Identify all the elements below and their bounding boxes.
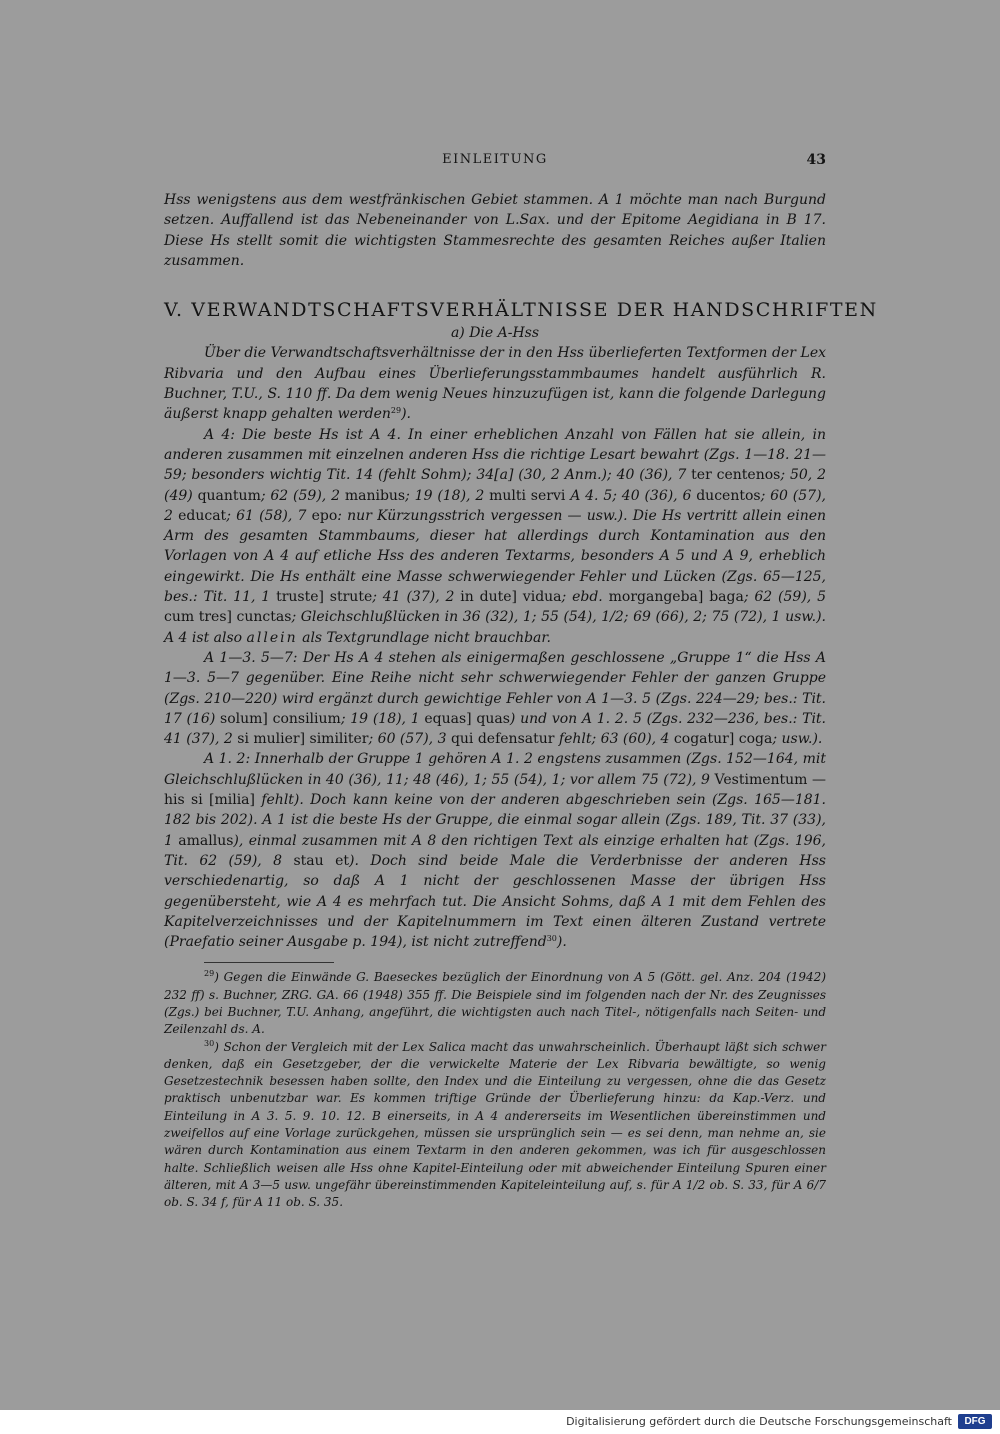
text-run: ). — [556, 934, 567, 951]
funding-credit: Digitalisierung gefördert durch die Deutsche Forschungsgemeinschaft — [566, 1415, 952, 1428]
footnote-30 — [164, 1039, 826, 1212]
latin-reading: in dute] vidua — [460, 589, 562, 606]
latin-reading: truste] strute — [276, 589, 373, 606]
footnote-number: 30 — [204, 1038, 215, 1048]
text-run: ; 19 (18), 1 — [340, 710, 425, 727]
text-run: ; 60 (57), 3 — [368, 731, 451, 748]
latin-reading: equas] quas — [424, 710, 510, 727]
text-run: ). Doch sind beide Male die Verderbnisse der anderen Hss verschiedenartig, so daß A 1 nicht der geschlossenen Masse der übrigen Hss gegenübersteht, wie A 4 es mehrfach tut. Die Ansicht Sohms, daß A 1 mit dem Fehlen des Kapitelverzeichnisses und der Kapitelnummern im Text einen älteren Zustand vertrete (Praefatio seiner Ausgabe p. 194), ist nicht zutreffend — [164, 852, 826, 951]
text-run: ; usw.). — [772, 731, 823, 748]
paragraph-text: Über die Verwandtschaftsverhältnisse der in den Hss überlieferten Textformen der Lex Ribvaria und den Aufbau eines Überlieferungsstammbaumes handelt ausführlich R. Buchner, T.U., S. 110 ff. Da dem wenig Neues hinzuzufügen ist, kann die folgende Darlegung äußerst knapp gehalten werden — [164, 345, 826, 423]
paragraph-group-1 — [164, 648, 826, 749]
latin-reading: cum tres] cunctas — [164, 609, 292, 626]
intro-paragraph: Hss wenigstens aus dem westfränkischen Gebiet stammen. A 1 möchte man nach Burgund setzen. Auffallend ist das Nebeneinander von L.Sax. und der Epitome Aegidiana in B 17. Diese Hs stellt somit die wichtigsten Stammesrechte des gesamten Reiches außer Italien zusammen. — [164, 192, 826, 269]
main-text — [164, 190, 878, 1212]
latin-reading: educat — [178, 507, 227, 524]
footnote-ref-29[interactable]: 29 — [390, 406, 402, 416]
latin-reading: qui defensatur — [450, 731, 555, 748]
text-run: ; 19 (18), 2 — [405, 487, 490, 504]
footnote-text: ) Gegen die Einwände G. Baeseckes bezüglich der Einordnung von A 5 (Gött. gel. Anz. 204 (1942) 232 ff) s. Buchner, ZRG. GA. 66 (1948) 355 ff. Die Beispiele sind im folgenden nach der Nr. des Zeugnisses (Zgs.) bei Buchner, T.U. Anhang, angeführt, die wichtigsten auch nach Titel-, nötigenfalls nach Seiten- und Zeilenzahl ds. A. — [164, 970, 826, 1037]
paragraph-text-end: ). — [401, 406, 411, 423]
page-number: 43 — [806, 152, 826, 168]
footnote-number: 29 — [204, 969, 215, 979]
running-head: EINLEITUNG — [442, 152, 548, 167]
footnote-29 — [164, 969, 826, 1038]
spaced-emphasis: allein — [246, 629, 298, 646]
text-run: ; 41 (37), 2 — [372, 589, 461, 606]
latin-reading: si mulier] similiter — [237, 731, 369, 748]
text-run: ; 50, 2 (49) — [164, 467, 826, 504]
text-run: A 4: Die beste Hs ist A 4. In einer erheblichen Anzahl von Fällen hat sie allein, in anderen zusammen mit einzelnen anderen Hss die richtige Lesart bewahrt (Zgs. 1—18. 21—59; besonders wichtig Tit. 14 (fehlt Sohm); 34[a] (30, 2 Anm.); 40 (36), 7 — [164, 426, 826, 484]
text-run: A 4. 5; 40 (36), 6 — [565, 487, 697, 504]
latin-reading: stau et — [293, 852, 350, 869]
footnotes — [164, 969, 826, 1211]
latin-reading: solum] consilium — [220, 710, 341, 727]
dfg-logo[interactable]: DFG — [958, 1414, 992, 1429]
latin-reading: morgangeba] baga — [608, 589, 744, 606]
text-run: fehlt; 63 (60), 4 — [554, 731, 674, 748]
latin-reading: manibus — [344, 487, 406, 504]
text-run: ; 60 (57), 2 — [164, 487, 826, 524]
text-run: ) und von A 1. 2. 5 (Zgs. 232—236, bes.: Tit. 41 (37), 2 — [164, 710, 826, 748]
text-run: ; 62 (59), 2 — [260, 487, 345, 504]
latin-reading: cogatur] coga — [673, 731, 773, 748]
text-run: : nur Kürzungsstrich vergessen — usw.). Die Hs vertritt allein einen Arm des gesamten Stammbaums, dieser hat allerdings durch Kontamination aus den Vorlagen von A 4 auf etliche Hss des anderen Textarms, besonders A 5 und A 9, erheblich eingewirkt. Die Hs enthält eine Masse schwerwiegender Fehler und Lücken (Zgs. 65—125, bes.: Tit. 11, 1 — [164, 507, 827, 606]
text-run: ; 61 (58), 7 — [226, 507, 312, 524]
text-run: ; Gleichschlußlücken in 36 (32), 1; 55 (54), 1/2; 69 (66), 2; 75 (72), 1 usw.). A 4 ist also — [164, 609, 827, 646]
text-run: A 1—3. 5—7: Der Hs A 4 stehen als einigermaßen geschlossene „Gruppe 1“ die Hss A 1—3. 5—7 gegenüber. Eine Reihe nicht sehr schwerwiegender Fehler der ganzen Gruppe (Zgs. 210—220) wird ergänzt durch gewichtige Fehler von A 1—3. 5 (Zgs. 224—29; bes.: Tit. 17 (16) — [164, 649, 826, 727]
latin-reading: epo — [311, 507, 338, 524]
credit-bar — [0, 1410, 1000, 1434]
page-header — [164, 152, 826, 172]
text-run: A 1. 2: Innerhalb der Gruppe 1 gehören A 1. 2 engstens zusammen (Zgs. 152—164, mit Gleichschlußlücken in 40 (36), 11; 48 (46), 1; 55 (54), 1; vor allem 75 (72), 9 — [164, 751, 826, 788]
latin-reading: Vestimentum — his si [milia] — [164, 771, 827, 809]
text-run: ; 62 (59), 5 — [743, 589, 826, 606]
latin-reading: quantum — [197, 487, 261, 504]
paragraph-a1-a2 — [164, 749, 826, 952]
text-run: als Textgrundlage nicht brauchbar. — [297, 629, 551, 646]
latin-reading: ducentos — [696, 487, 761, 504]
text-run: fehlt). Doch kann keine von der anderen abgeschrieben sein (Zgs. 165—181. 182 bis 202). A 1 ist die beste Hs der Gruppe, die einmal sogar allein (Zgs. 189, Tit. 37 (33), 1 — [164, 792, 826, 849]
footnote-ref-30[interactable]: 30 — [546, 934, 557, 944]
latin-reading: amallus — [178, 832, 234, 849]
paragraph-a4 — [164, 425, 826, 648]
latin-reading: multi servi — [489, 487, 566, 504]
footnote-text: ) Schon der Vergleich mit der Lex Salica macht das unwahrscheinlich. Überhaupt läßt sich schwer denken, daß ein Gesetzgeber, der die verwickelte Materie der Lex Ribvaria bewältigte, so wenig Gesetzestechnik besessen haben sollte, den Index und die Einteilung zu vergessen, ohne die das Gesetz praktisch unbenutzbar war. Es kommen triftige Gründe der Überlieferung hinzu: da Kap.-Verz. und Einteilung in A 3. 5. 9. 10. 12. B einerseits, in A 4 andererseits im Wesentlichen übereinstimmen und zweifellos auf eine Vorlage zurückgehen, müssen sie ursprünglich sein — es sei denn, man nehme an, sie wären durch Kontamination aus einem Textarm in den anderen gekommen, was ich für ausgeschlossen halte. Schließlich weisen alle Hss ohne Kapitel-Einteilung oder mit abweichender Einteilung Spuren einer älteren, mit A 3—5 usw. ungefähr übereinstimmenden Kapiteleinteilung auf, s. für A 1/2 ob. S. 33, für A 6/7 ob. S. 34 f, für A 11 ob. S. 35. — [164, 1039, 826, 1210]
section-subheading: a) Die A-Hss — [450, 325, 540, 342]
text-run: ), einmal zusammen mit A 8 den richtigen Text als einzige erhalten hat (Zgs. 196, Tit. 62 (59), 8 — [164, 832, 826, 869]
footnote-divider — [204, 962, 334, 963]
text-run: ; ebd. — [561, 589, 609, 606]
section-heading: V. VERWANDTSCHAFTSVERHÄLTNISSE DER HANDSCHRIFTEN — [164, 299, 878, 322]
latin-reading: ter centenos — [691, 467, 781, 484]
paragraph-relationships — [164, 343, 826, 424]
